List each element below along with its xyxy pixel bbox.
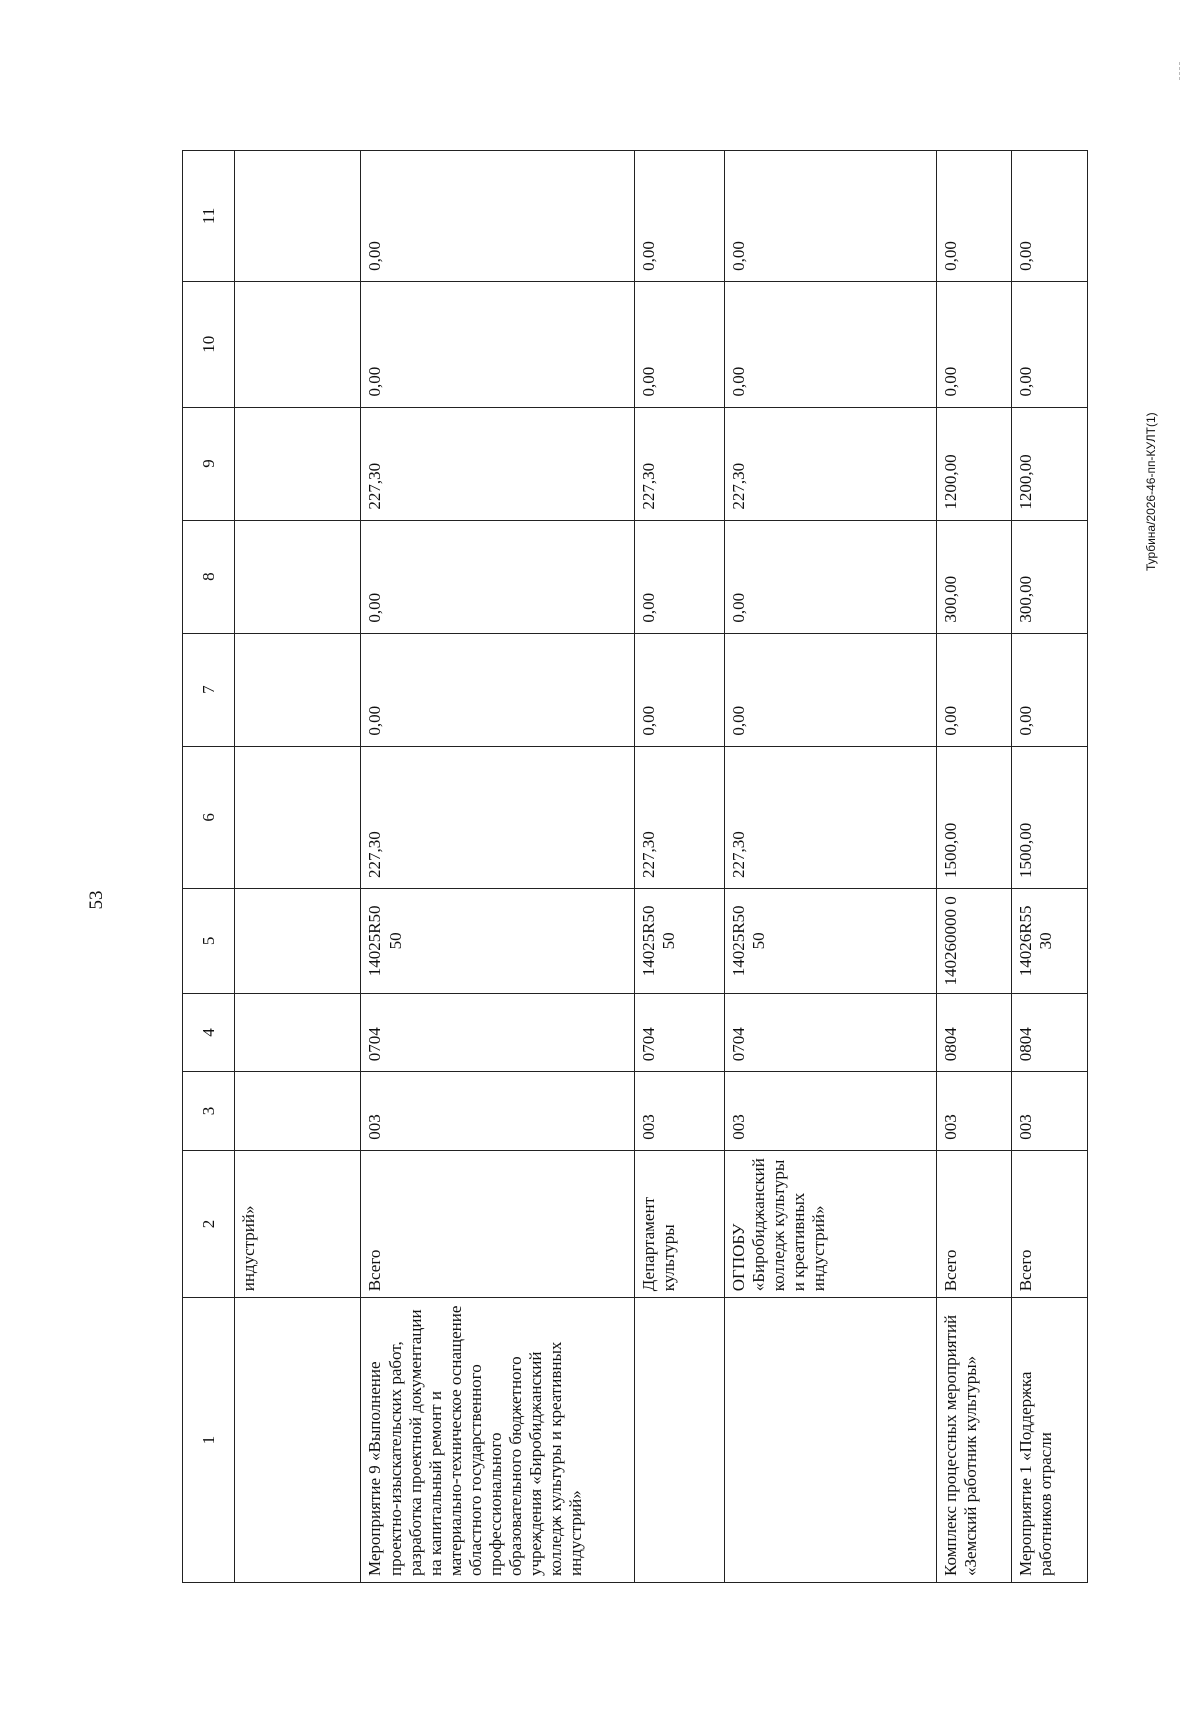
cell-y2027: 1200,00 xyxy=(936,407,1011,520)
header-cell: 10 xyxy=(183,281,235,407)
cell-y2025: 0,00 xyxy=(1011,633,1087,746)
header-cell: 2 xyxy=(183,1150,235,1298)
table-row xyxy=(361,151,634,1583)
cell-section: 0704 xyxy=(361,993,634,1072)
cell-y2026: 0,00 xyxy=(634,520,724,633)
cell-source: Всего xyxy=(361,1150,634,1298)
cell-y2025: 0,00 xyxy=(936,633,1011,746)
cell-y2025 xyxy=(235,633,361,746)
cell-total: 227,30 xyxy=(725,746,937,888)
table-row xyxy=(235,151,361,1583)
cell-grbs: 003 xyxy=(936,1072,1011,1151)
cell-source: Всего xyxy=(1011,1150,1087,1298)
cell-y2027: 227,30 xyxy=(725,407,937,520)
scan-mark xyxy=(1179,62,1181,80)
header-cell: 8 xyxy=(183,520,235,633)
document-code: Турбина/2026-46-пп-КУЛТ(1) xyxy=(1144,412,1158,572)
cell-total: 1500,00 xyxy=(1011,746,1087,888)
cell-y2029: 0,00 xyxy=(634,151,724,282)
table-rotator xyxy=(182,150,1088,1583)
cell-y2027 xyxy=(235,407,361,520)
cell-y2028 xyxy=(235,281,361,407)
header-cell: 5 xyxy=(183,889,235,994)
cell-y2029: 0,00 xyxy=(1011,151,1087,282)
cell-y2028: 0,00 xyxy=(1011,281,1087,407)
header-row xyxy=(183,151,235,1583)
cell-y2026: 0,00 xyxy=(361,520,634,633)
cell-total: 227,30 xyxy=(361,746,634,888)
cell-y2029: 0,00 xyxy=(361,151,634,282)
cell-source: Департамент культуры xyxy=(634,1150,724,1298)
cell-total xyxy=(235,746,361,888)
cell-grbs xyxy=(235,1072,361,1151)
cell-csr: 14025R50 50 xyxy=(634,889,724,994)
header-cell: 3 xyxy=(183,1072,235,1151)
cell-y2027: 227,30 xyxy=(634,407,724,520)
cell-y2025: 0,00 xyxy=(361,633,634,746)
cell-grbs: 003 xyxy=(725,1072,937,1151)
cell-y2029: 0,00 xyxy=(936,151,1011,282)
cell-y2025: 0,00 xyxy=(725,633,937,746)
cell-y2025: 0,00 xyxy=(634,633,724,746)
cell-y2029: 0,00 xyxy=(725,151,937,282)
table-body xyxy=(183,151,1088,1583)
cell-section: 0804 xyxy=(1011,993,1087,1072)
table-row xyxy=(936,151,1011,1583)
cell-name xyxy=(634,1298,724,1583)
cell-grbs: 003 xyxy=(634,1072,724,1151)
cell-section: 0704 xyxy=(634,993,724,1072)
cell-grbs: 003 xyxy=(361,1072,634,1151)
cell-source: Всего xyxy=(936,1150,1011,1298)
cell-name: Мероприятие 9 «Выполнение проектно-изыскательских работ, разработка проектной документации на капитальный ремонт и материально-техническое оснащение областного государственного профессионального образовательного бюджетного учреждения «Биробиджанский колледж культуры и креативных индустрий» xyxy=(361,1298,634,1583)
table-row xyxy=(1011,151,1087,1583)
cell-total: 227,30 xyxy=(634,746,724,888)
header-cell: 11 xyxy=(183,151,235,282)
cell-y2026: 300,00 xyxy=(936,520,1011,633)
cell-csr: 14025R50 50 xyxy=(725,889,937,994)
cell-y2027: 1200,00 xyxy=(1011,407,1087,520)
cell-y2027: 227,30 xyxy=(361,407,634,520)
cell-section xyxy=(235,993,361,1072)
header-cell: 1 xyxy=(183,1298,235,1583)
cell-name: Комплекс процессных мероприятий «Земский работник культуры» xyxy=(936,1298,1011,1583)
cell-source: индустрий» xyxy=(235,1150,361,1298)
cell-name xyxy=(725,1298,937,1583)
cell-csr: 14026R55 30 xyxy=(1011,889,1087,994)
cell-section: 0704 xyxy=(725,993,937,1072)
budget-table xyxy=(182,150,1088,1583)
cell-source: ОГПОБУ «Биробиджанский колледж культуры и креативных индустрий» xyxy=(725,1150,937,1298)
page-number: 53 xyxy=(86,890,107,910)
cell-y2028: 0,00 xyxy=(725,281,937,407)
header-cell: 6 xyxy=(183,746,235,888)
header-cell: 4 xyxy=(183,993,235,1072)
table-container xyxy=(182,150,1088,1583)
cell-y2028: 0,00 xyxy=(634,281,724,407)
table-row xyxy=(725,151,937,1583)
header-cell: 7 xyxy=(183,633,235,746)
cell-y2029 xyxy=(235,151,361,282)
cell-y2028: 0,00 xyxy=(361,281,634,407)
cell-y2028: 0,00 xyxy=(936,281,1011,407)
cell-total: 1500,00 xyxy=(936,746,1011,888)
cell-name xyxy=(235,1298,361,1583)
cell-csr: 140260000 0 xyxy=(936,889,1011,994)
table-row xyxy=(634,151,724,1583)
cell-name: Мероприятие 1 «Поддержка работников отрасли xyxy=(1011,1298,1087,1583)
cell-y2026 xyxy=(235,520,361,633)
cell-y2026: 300,00 xyxy=(1011,520,1087,633)
cell-csr: 14025R50 50 xyxy=(361,889,634,994)
cell-csr xyxy=(235,889,361,994)
header-cell: 9 xyxy=(183,407,235,520)
cell-y2026: 0,00 xyxy=(725,520,937,633)
cell-section: 0804 xyxy=(936,993,1011,1072)
cell-grbs: 003 xyxy=(1011,1072,1087,1151)
